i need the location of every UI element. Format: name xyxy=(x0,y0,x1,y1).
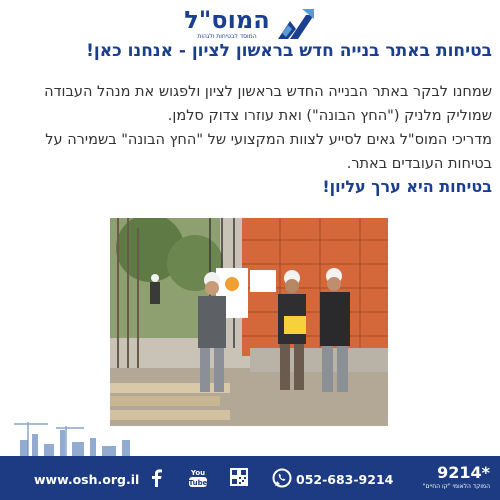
facebook-icon[interactable] xyxy=(150,469,162,491)
construction-site-photo xyxy=(110,218,388,426)
whatsapp-icon[interactable] xyxy=(272,468,292,492)
logo-subtitle: המוסד לבטיחות ולגהות xyxy=(197,33,257,40)
logo xyxy=(0,4,500,44)
hotline-number: 9214* xyxy=(437,463,490,482)
headline: בטיחות באתר בנייה חדש בראשון לציון - אנחנו כאן! xyxy=(86,41,492,61)
footer-bar xyxy=(0,456,500,500)
phone-number[interactable]: 052-683-9214 xyxy=(296,472,394,487)
svg-text:Tube: Tube xyxy=(188,479,208,487)
logo-name: המוס"ל xyxy=(184,6,270,34)
logo-text xyxy=(184,7,269,41)
logo-mark-icon xyxy=(276,7,316,41)
hotline-label: המוקד הלאומי "קו החיים" xyxy=(422,483,490,490)
slogan: בטיחות היא ערך עליון! xyxy=(322,177,492,196)
paragraph-1: שמחנו לבקר באתר הבנייה החדש בראשון לציון ולפגוש את מנהל העבודה שמוליק מלניק ("החץ הבונה") ואת עוזרו צדוק סלמן. xyxy=(44,84,492,124)
svg-text:You: You xyxy=(190,469,206,477)
body-text xyxy=(10,80,492,176)
qr-code-icon[interactable] xyxy=(230,468,248,490)
youtube-icon[interactable] xyxy=(188,467,208,493)
hotline[interactable] xyxy=(422,464,490,491)
website-link[interactable]: www.osh.org.il xyxy=(34,472,140,487)
paragraph-2: מדריכי המוס"ל גאים לסייע לצוות המקצועי של "החץ הבונה" בשמירה על בטיחות העובדים באתר. xyxy=(45,132,492,172)
